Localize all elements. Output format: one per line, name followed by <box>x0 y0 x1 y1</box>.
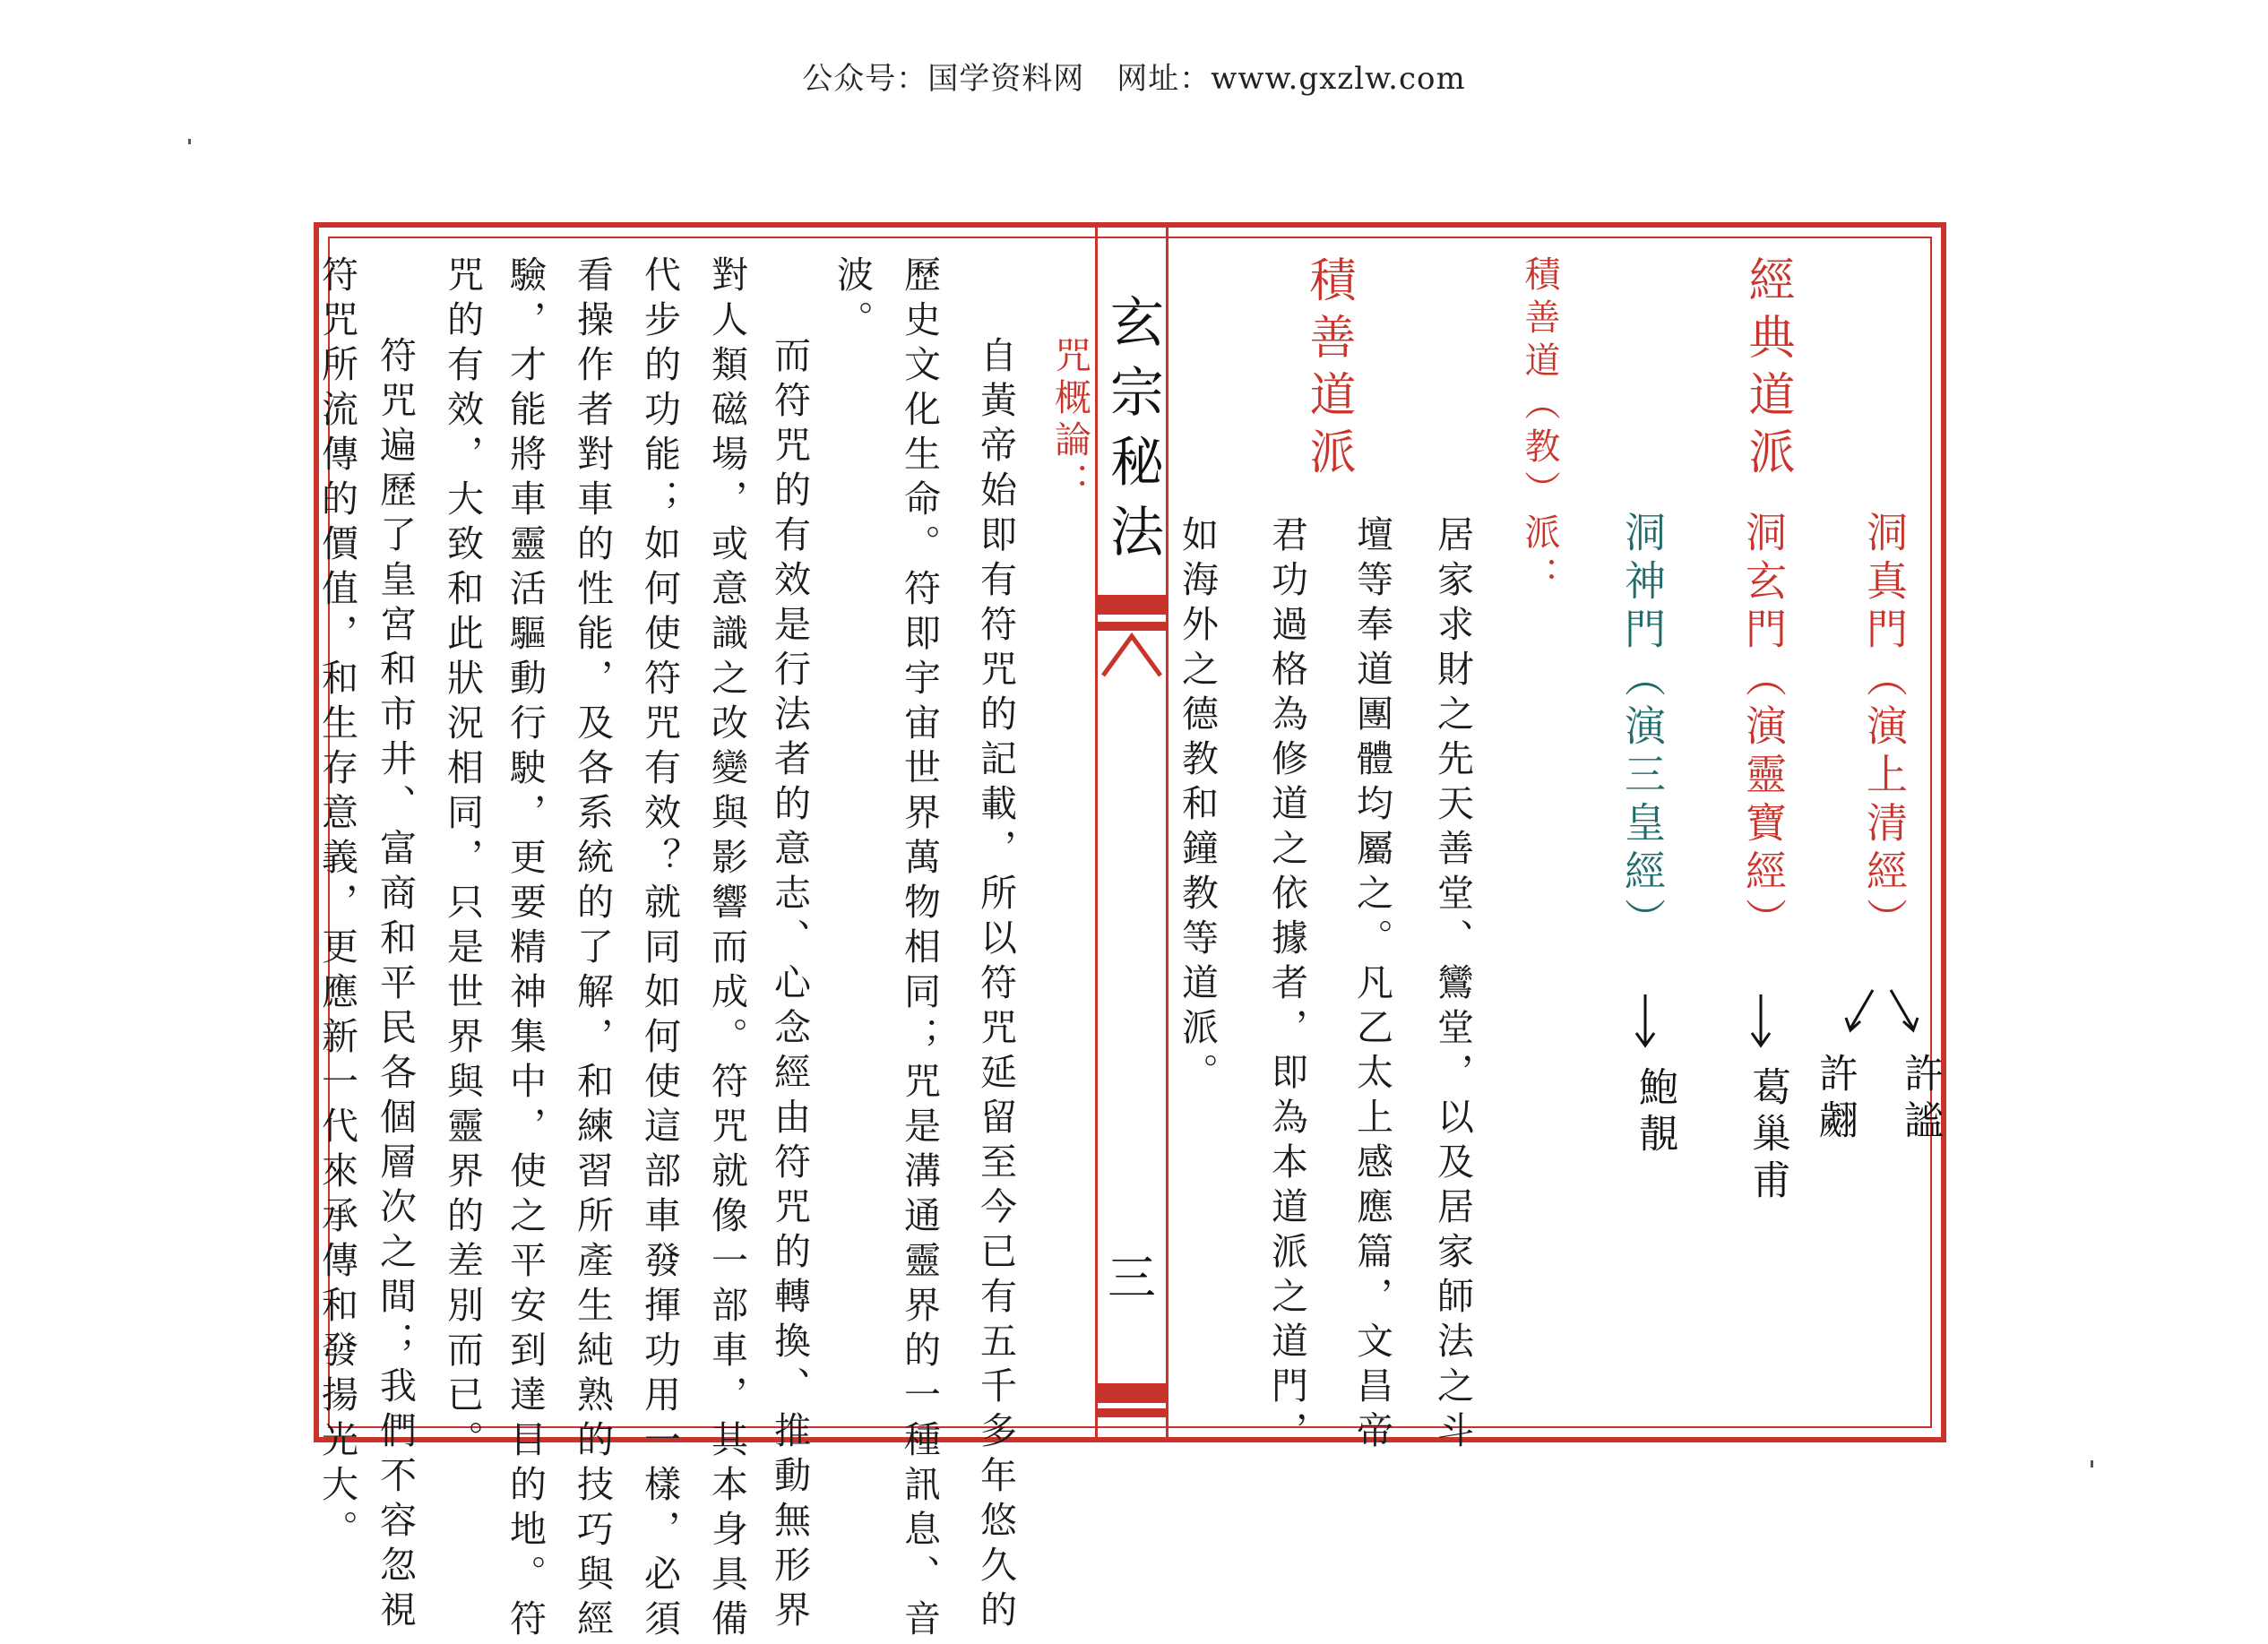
page-number: 三 <box>1108 1250 1156 1306</box>
jishan-line-2: 壇等奉道團體均屬之。凡乙太上感應篇，文昌帝 <box>1350 515 1393 1456</box>
section-title-zhou-gailun: 咒概論： <box>1048 336 1091 504</box>
arrow-dongxuan-icon <box>1743 990 1779 1062</box>
branch-dongzhen: 洞真門（演上清經） <box>1860 511 1909 946</box>
jishan-line-1: 居家求財之先天善堂、鸞堂，以及居家師法之斗 <box>1431 515 1474 1456</box>
branch-dongshen: 洞神門（演三皇經） <box>1618 511 1667 946</box>
name-ge-chaofu: 葛巢甫 <box>1745 1066 1790 1206</box>
name-bao-jing: 鮑靚 <box>1632 1066 1677 1159</box>
header-account: 公众号：国学资料网 <box>802 61 1085 97</box>
body-line-4: 而符咒的有效是行法者的意志、心念經由符咒的轉換、推動無形界 <box>768 336 811 1635</box>
body-line-6: 代步的功能；如何使符咒有效？就同如何使這部車發揮功用一樣，必須 <box>638 255 681 1644</box>
body-line-2: 歷史文化生命。符即宇宙世界萬物相同；咒是溝通靈界的一種訊息、音 <box>898 255 941 1644</box>
book-title: 玄宗秘法 <box>1101 294 1164 573</box>
jishan-line-4: 如海外之德教和鐘教等道派。 <box>1176 515 1219 1097</box>
heading-jishan-daopai: 積善道派 <box>1301 255 1355 485</box>
heading-jingdian-daopai: 經典道派 <box>1740 255 1794 485</box>
name-xu-hui: 許翽 <box>1812 1053 1858 1146</box>
body-line-3: 波。 <box>831 255 874 345</box>
jishan-line-3: 君功過格為修道之依據者，即為本道派之道門， <box>1265 515 1308 1456</box>
page-header <box>0 54 2268 98</box>
spine-bar-upper-thin <box>1098 622 1166 631</box>
book-spine <box>1095 228 1168 1437</box>
jishan-dao-label: 積善道（教）派： <box>1519 255 1560 599</box>
arrow-dongshen-icon <box>1627 990 1663 1062</box>
body-line-11: 符咒所流傳的價值，和生存意義，更應新一代來承傳和發揚光大。 <box>315 255 358 1554</box>
spine-bar-upper <box>1098 595 1166 615</box>
body-line-9: 咒的有效，大致和此狀況相同，只是世界與靈界的差別而已。 <box>441 255 484 1465</box>
body-line-5: 對人類磁場，或意識之改變與影響而成。符咒就像一部車，其本身具備 <box>705 255 748 1644</box>
branch-dongxuan: 洞玄門（演靈寶經） <box>1739 511 1788 946</box>
spine-bar-lower-thin <box>1098 1408 1166 1417</box>
body-line-1: 自黃帝始即有符咒的記載，所以符咒延留至今已有五千多年悠久的 <box>974 336 1017 1635</box>
header-site: 网址：www.gxzlw.com <box>1117 61 1466 97</box>
scan-speck <box>188 139 191 144</box>
spine-chevron-icon <box>1101 631 1162 684</box>
body-line-8: 驗，才能將車靈活驅動行駛，更要精神集中，使之平安到達目的地。符 <box>504 255 547 1644</box>
body-line-10: 符咒遍歷了皇宮和市井、富商和平民各個層次之間；我們不容忽視 <box>374 336 417 1635</box>
scan-speck <box>2091 1460 2093 1468</box>
spine-bar-lower <box>1098 1383 1166 1403</box>
name-xu-mi: 許謐 <box>1897 1053 1943 1146</box>
arrow-dongzhen-icon <box>1810 986 1953 1057</box>
body-line-7: 看操作者對車的性能，及各系統的了解，和練習所產生純熟的技巧與經 <box>571 255 614 1644</box>
